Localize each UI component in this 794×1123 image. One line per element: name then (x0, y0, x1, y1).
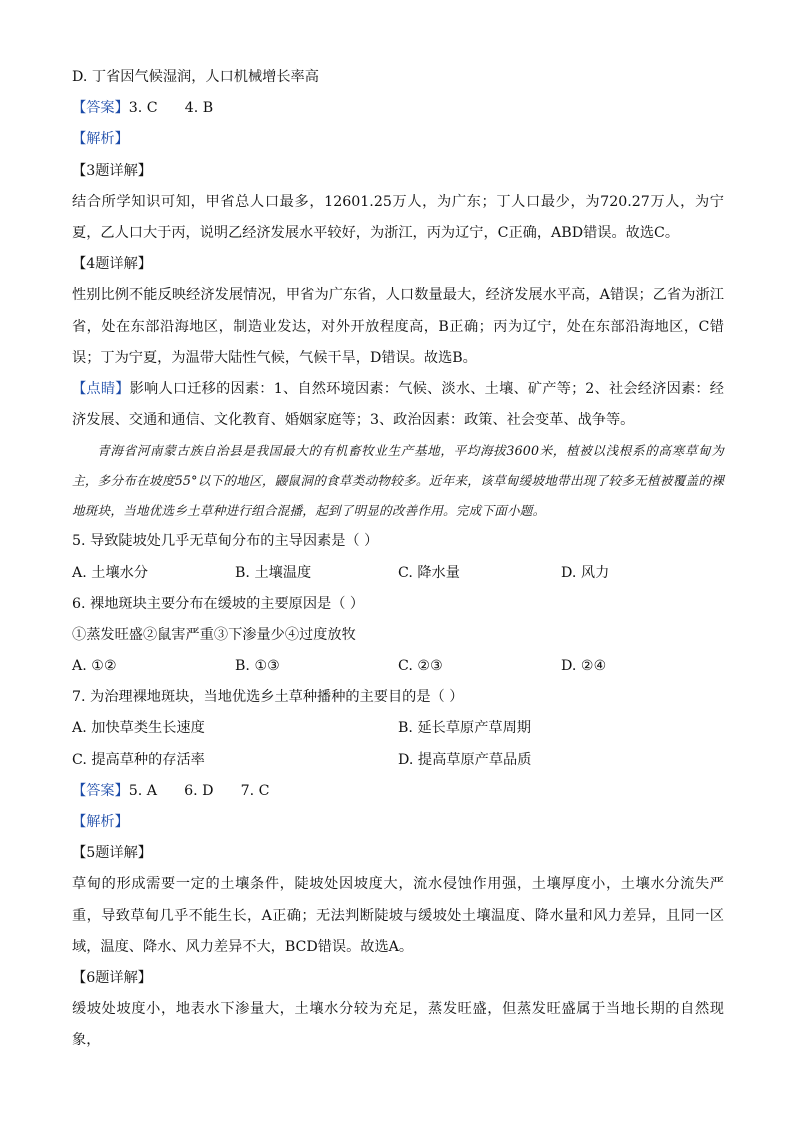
answer-text-2: 5. A 6. D 7. C (128, 782, 270, 799)
tips-paragraph (72, 374, 724, 436)
question-5: 5. 导致陡坡处几乎无草甸分布的主导因素是（ ） (72, 533, 379, 550)
q6-option-c: C. ②③ (398, 658, 443, 675)
question-6: 6. 裸地斑块主要分布在缓坡的主要原因是（ ） (72, 595, 365, 612)
q5-detail-text: 草甸的形成需要一定的土壤条件，陡坡处因坡度大，流水侵蚀作用强，土壤厚度小，土壤水分流失严重，导致草甸几乎不能生长，A正确；无法判断陡坡与缓坡处土壤温度、降水量和风力差异，且同一区域，温度、降水、风力差异不大，BCD错误。故选A。 (72, 876, 724, 955)
option-d-text: D. 丁省因气候湿润，人口机械增长率高 (72, 69, 319, 85)
q3-detail-text: 结合所学知识可知，甲省总人口最多，12601.25万人，为广东；丁人口最少，为720.27万人，为宁夏，乙人口大于丙，说明乙经济发展水平较好，为浙江，丙为辽宁，C正确，ABD错误。故选C。 (72, 193, 724, 241)
q4-detail-heading: 【4题详解】 (72, 256, 152, 273)
q6-option-a: A. ①② (72, 658, 117, 675)
q4-detail-text: 性别比例不能反映经济发展情况，甲省为广东省，人口数量最大，经济发展水平高，A错误；乙省为浙江省，处在东部沿海地区，制造业发达，对外开放程度高，B正确；丙为辽宁，处在东部沿海地区，C错误；丁为宁夏，为温带大陆性气候，气候干旱，D错误。故选B。 (72, 287, 724, 366)
q6-option-d: D. ②④ (561, 658, 607, 675)
question-7-options-row-1 (72, 713, 724, 744)
question-6-items: ①蒸发旺盛②鼠害严重③下渗量少④过度放牧 (72, 626, 356, 643)
question-5-options (72, 558, 724, 589)
q7-option-d: D. 提高草原产草品质 (398, 751, 532, 768)
q7-option-b: B. 延长草原产草周期 (398, 720, 531, 737)
q5-option-d: D. 风力 (561, 564, 610, 581)
tips-text: 影响人口迁移的因素：1、自然环境因素：气候、淡水、土壤、矿产等；2、社会经济因素：经济发展、交通和通信、文化教育、婚姻家庭等；3、政治因素：政策、社会变革、战争等。 (72, 380, 724, 429)
q6-detail-text: 缓坡处坡度小，地表水下渗量大，土壤水分较为充足，蒸发旺盛，但蒸发旺盛属于当地长期的自然现象， (72, 1001, 724, 1049)
q6-detail-heading: 【6题详解】 (72, 970, 152, 987)
document-page (72, 62, 724, 1057)
q6-option-b: B. ①③ (235, 658, 280, 675)
q5-detail-heading: 【5题详解】 (72, 845, 152, 862)
answer-text: 3. C 4. B (128, 100, 214, 117)
analysis-heading: 【解析】 (72, 131, 129, 148)
answer-row-1 (72, 93, 724, 124)
q7-option-c: C. 提高草种的存活率 (72, 751, 205, 768)
reading-passage: 青海省河南蒙古族自治县是我国最大的有机畜牧业生产基地，平均海拔3600米，植被以浅根系的高寒草甸为主，多分布在坡度55°以下的地区，鼹鼠洞的食草类动物较多。近年来，该草甸缓坡地带出现了较多无植被覆盖的裸地斑块，当地优选乡土草种进行组合混播，起到了明显的改善作用。完成下面小题。 (72, 443, 724, 519)
analysis-heading-2: 【解析】 (72, 814, 129, 831)
question-7-options-row-2 (72, 745, 724, 776)
question-6-options (72, 651, 724, 682)
q3-detail-heading: 【3题详解】 (72, 162, 152, 179)
q5-option-a: A. 土壤水分 (72, 564, 149, 581)
question-7: 7. 为治理裸地斑块，当地优选乡土草种播种的主要目的是（ ） (72, 689, 464, 706)
q5-option-b: B. 土壤温度 (235, 564, 312, 581)
q5-option-c: C. 降水量 (398, 564, 460, 581)
answer-tag: 【答案】 (72, 100, 129, 117)
tips-tag: 【点睛】 (72, 380, 130, 397)
q7-option-a: A. 加快草类生长速度 (72, 720, 205, 737)
answer-tag-2: 【答案】 (72, 782, 129, 799)
answer-row-2 (72, 776, 724, 807)
